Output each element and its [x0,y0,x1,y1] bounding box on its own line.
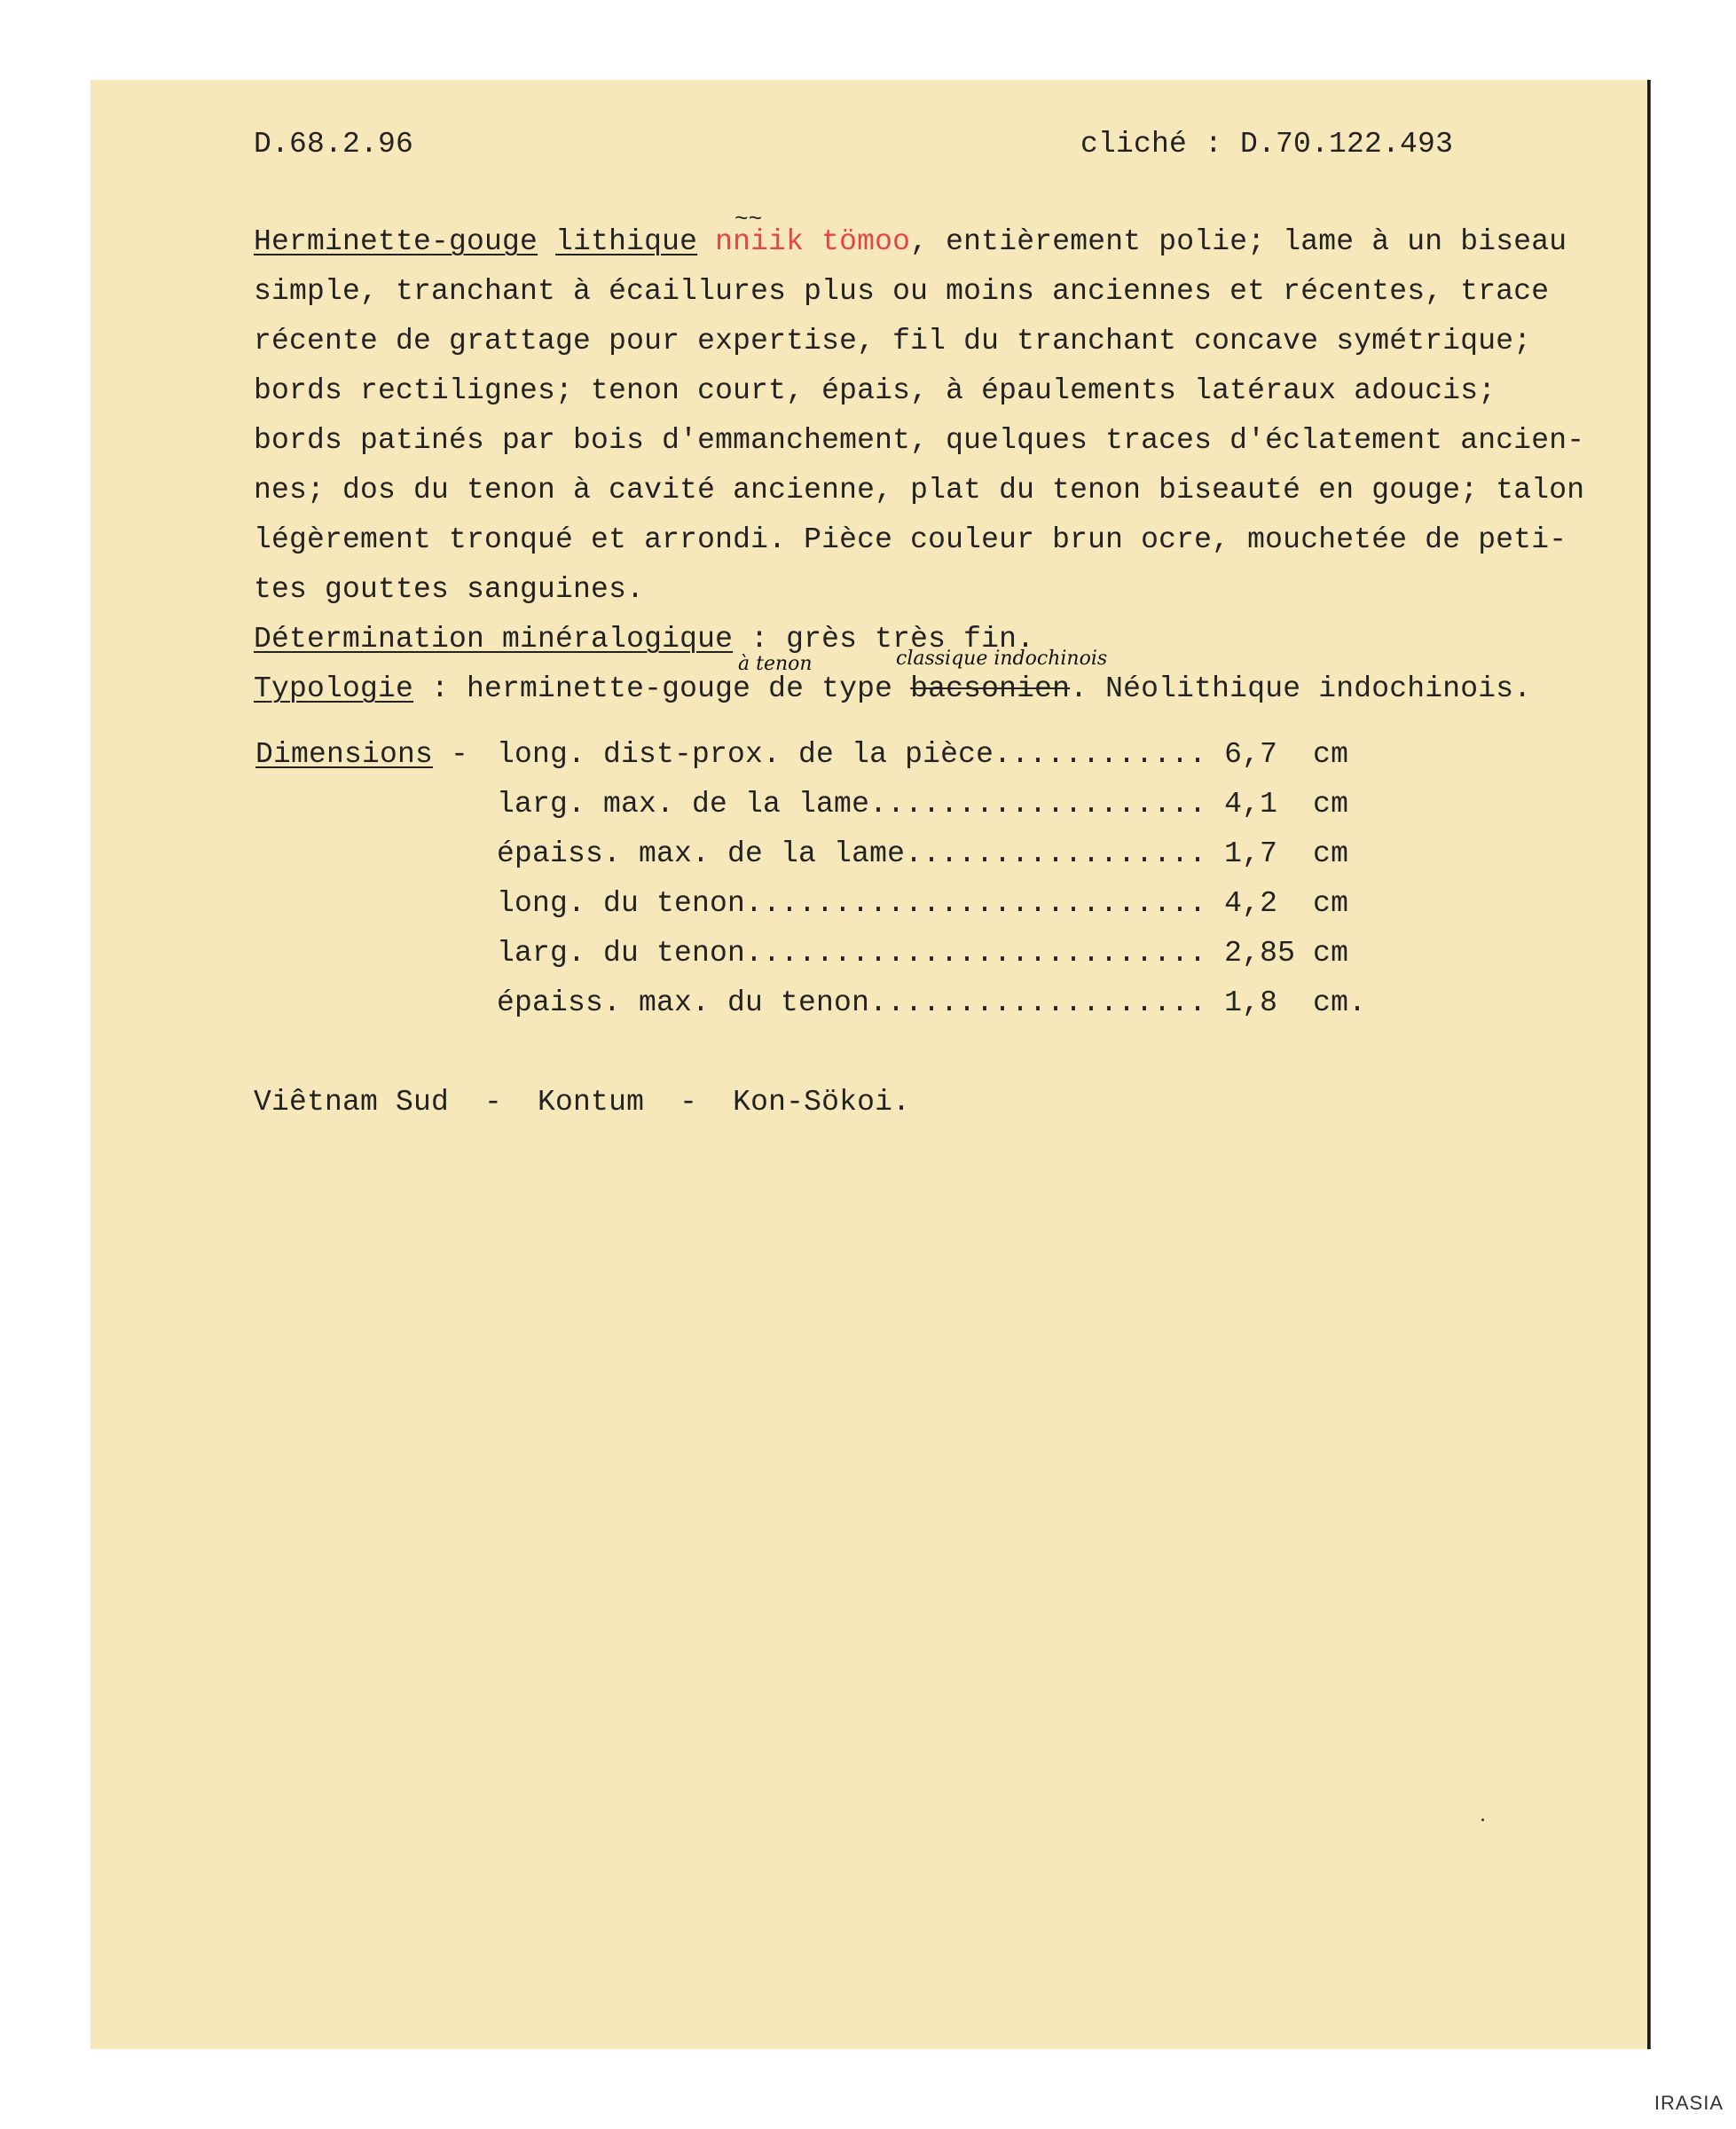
description-line: nes; dos du tenon à cavité ancienne, plat du tenon biseauté en gouge; talon [254,474,1585,507]
handwritten-note-classique: classique indochinois [896,648,1108,670]
typology-struck-term: bacsonien [910,672,1071,705]
object-term: Herminette-gouge [254,225,538,258]
mineralogy-label: Détermination minéralogique [254,623,734,656]
cliche-reference: cliché : D.70.122.493 [1080,128,1454,161]
tilde-mark: ~~ [734,206,763,232]
dimension-row: long. dist-prox. de la pièce............ 6,7 cm [497,738,1349,771]
typology-before: : herminette-gouge de type [413,672,911,705]
typology-after: . Néolithique indochinois. [1070,672,1532,705]
vernacular-name: nniik tömoo [715,225,911,258]
dimension-row: épaiss. max. de la lame................. 1,7 cm [497,837,1349,870]
description-line: tes gouttes sanguines. [254,573,645,606]
description-line: simple, tranchant à écaillures plus ou moins anciennes et récentes, trace [254,275,1550,308]
dimension-row: larg. du tenon.......................... 2,85 cm [497,937,1349,970]
description-line-1 [254,216,1567,267]
dimensions-label: Dimensions [255,738,434,771]
description-line: bords rectilignes; tenon court, épais, à épaulements latéraux adoucis; [254,374,1496,407]
description-line: récente de grattage pour expertise, fil du tranchant concave symétrique; [254,325,1532,357]
dimension-row: larg. max. de la lame................... 4,1 cm [497,788,1349,821]
location-line: Viêtnam Sud - Kontum - Kon-Sökoi. [254,1086,911,1119]
paper-speck [1481,1819,1484,1821]
irasia-watermark: IRASIA [1654,2092,1724,2114]
description-line-1-rest: , entièrement polie; lame à un biseau [910,225,1567,258]
mineralogy-value: : grès très fin. [733,623,1035,656]
material-term: lithique [555,225,698,258]
typology-line [254,664,1531,714]
inventory-reference: D.68.2.96 [254,128,414,161]
dimensions-heading [255,729,486,780]
description-line: légèrement tronqué et arrondi. Pièce couleur brun ocre, mouchetée de peti- [254,523,1567,556]
dimension-row: épaiss. max. du tenon................... 1,8 cm. [497,986,1367,1019]
dimension-row: long. du tenon.......................... 4,2 cm [497,887,1349,920]
typology-label: Typologie [254,672,414,705]
dimensions-dash: - [433,738,487,771]
description-line: bords patinés par bois d'emmanchement, quelques traces d'éclatement ancien- [254,424,1585,457]
handwritten-note-tenon: à tenon [738,653,813,675]
